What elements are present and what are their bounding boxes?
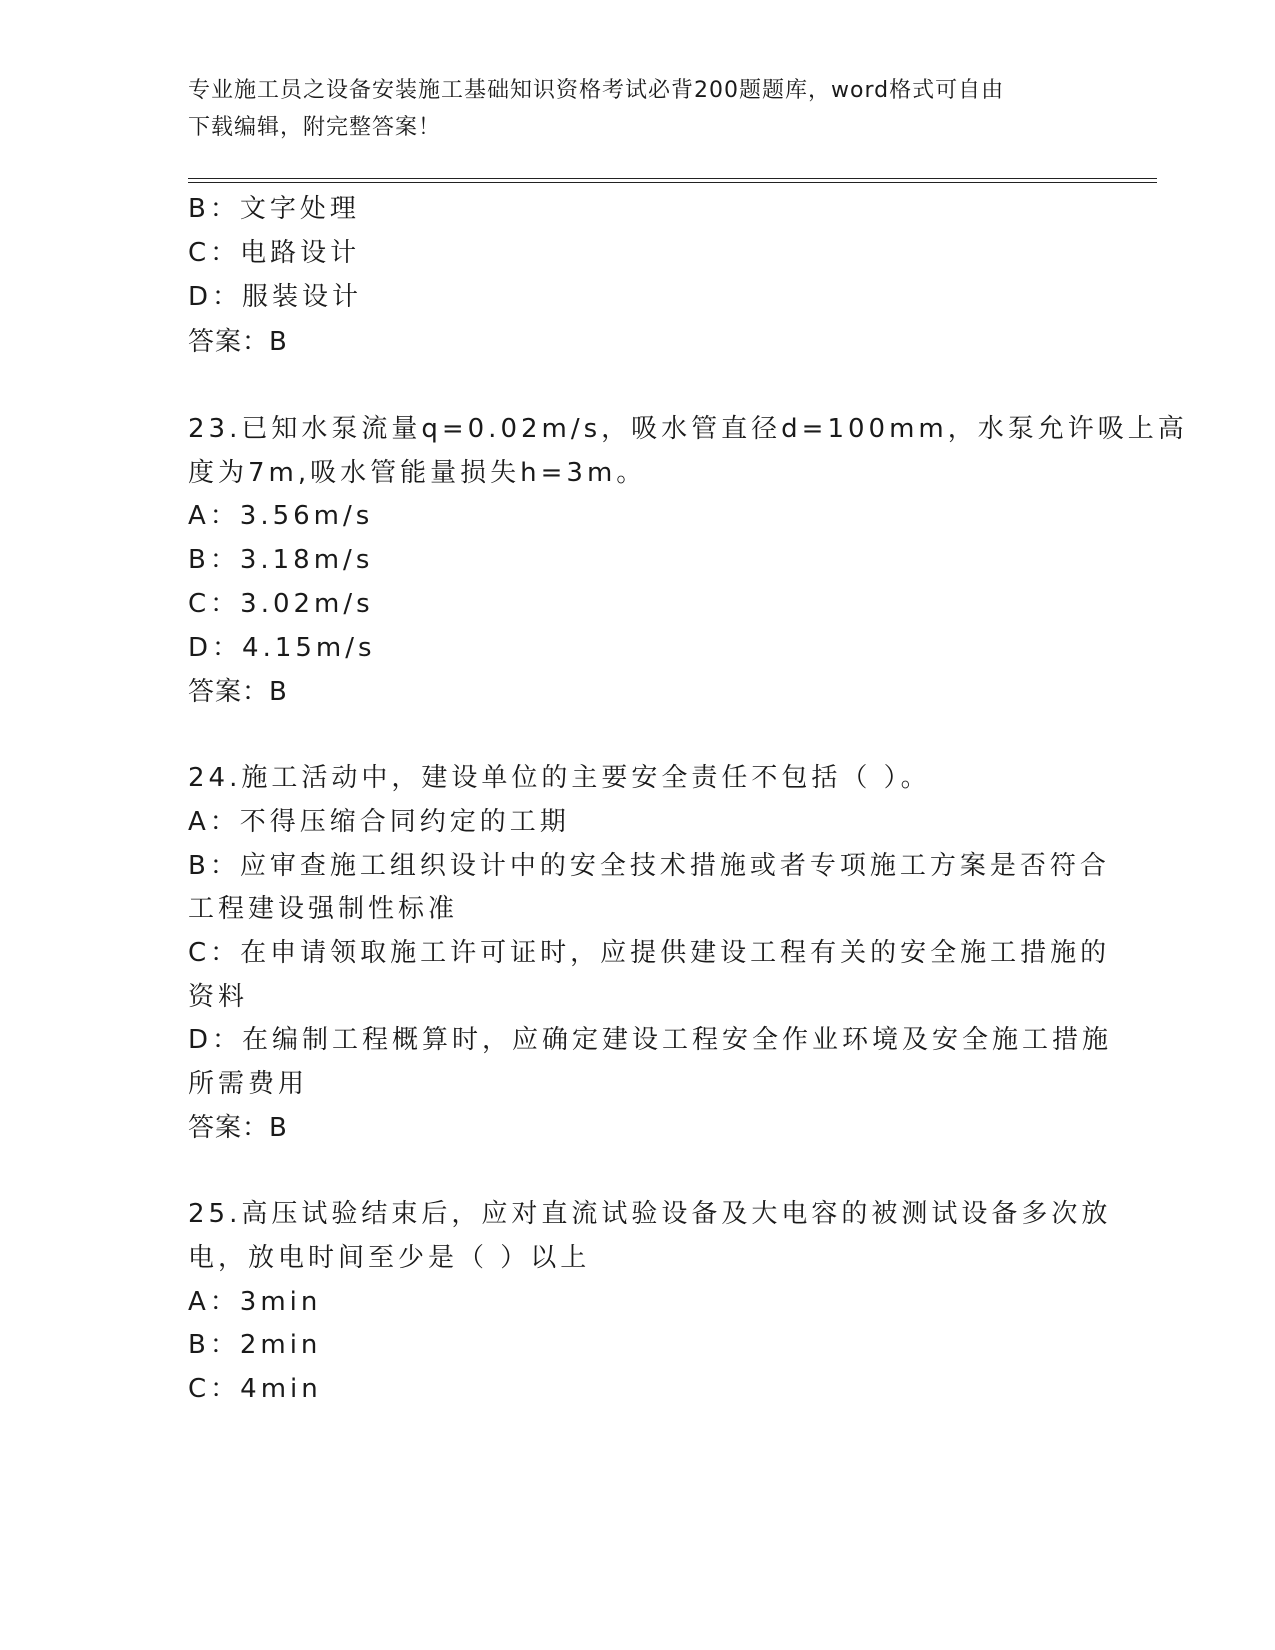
q22-option-d: D：服装设计 [188,282,363,312]
q25-option-a: A：3min [188,1287,322,1317]
header-divider [188,178,1157,183]
q23-answer: 答案：B [188,677,288,707]
q24-answer: 答案：B [188,1113,288,1143]
q24-option-d-line-2: 所需费用 [188,1069,309,1099]
q23-option-a: A：3.56m/s [188,501,374,531]
q25-option-b: B：2min [188,1330,322,1360]
q25-stem-line-2: 电，放电时间至少是（ ）以上 [188,1243,591,1273]
q24-option-c-line-2: 资料 [188,982,249,1012]
q24-option-c-line-1: C：在申请领取施工许可证时，应提供建设工程有关的安全施工措施的 [188,938,1111,968]
q23-option-b: B：3.18m/s [188,545,374,575]
title-line-1: 专业施工员之设备安装施工基础知识资格考试必背200题题库，word格式可自由 [188,78,1005,103]
q22-answer: 答案：B [188,327,288,357]
q23-option-d: D：4.15m/s [188,633,376,663]
q23-stem-line-1: 23.已知水泵流量q=0.02m/s，吸水管直径d=100mm，水泵允许吸上高 [188,414,1188,444]
q24-option-b-line-1: B：应审查施工组织设计中的安全技术措施或者专项施工方案是否符合 [188,851,1110,881]
document-title [188,72,1068,146]
q25-option-c: C：4min [188,1374,322,1404]
title-line-2: 下载编辑，附完整答案！ [188,115,442,140]
q24-option-d-line-1: D：在编制工程概算时，应确定建设工程安全作业环境及安全施工措施 [188,1025,1113,1055]
q24-stem: 24.施工活动中，建设单位的主要安全责任不包括（ ）。 [188,763,931,793]
q22-option-c: C：电路设计 [188,238,361,268]
q24-option-b-line-2: 工程建设强制性标准 [188,894,459,924]
q22-option-b: B：文字处理 [188,194,360,224]
q24-option-a: A：不得压缩合同约定的工期 [188,807,570,837]
q23-stem-line-2: 度为7m,吸水管能量损失h=3m。 [188,458,647,488]
q25-stem-line-1: 25.高压试验结束后，应对直流试验设备及大电容的被测试设备多次放 [188,1199,1112,1229]
q23-option-c: C：3.02m/s [188,589,374,619]
